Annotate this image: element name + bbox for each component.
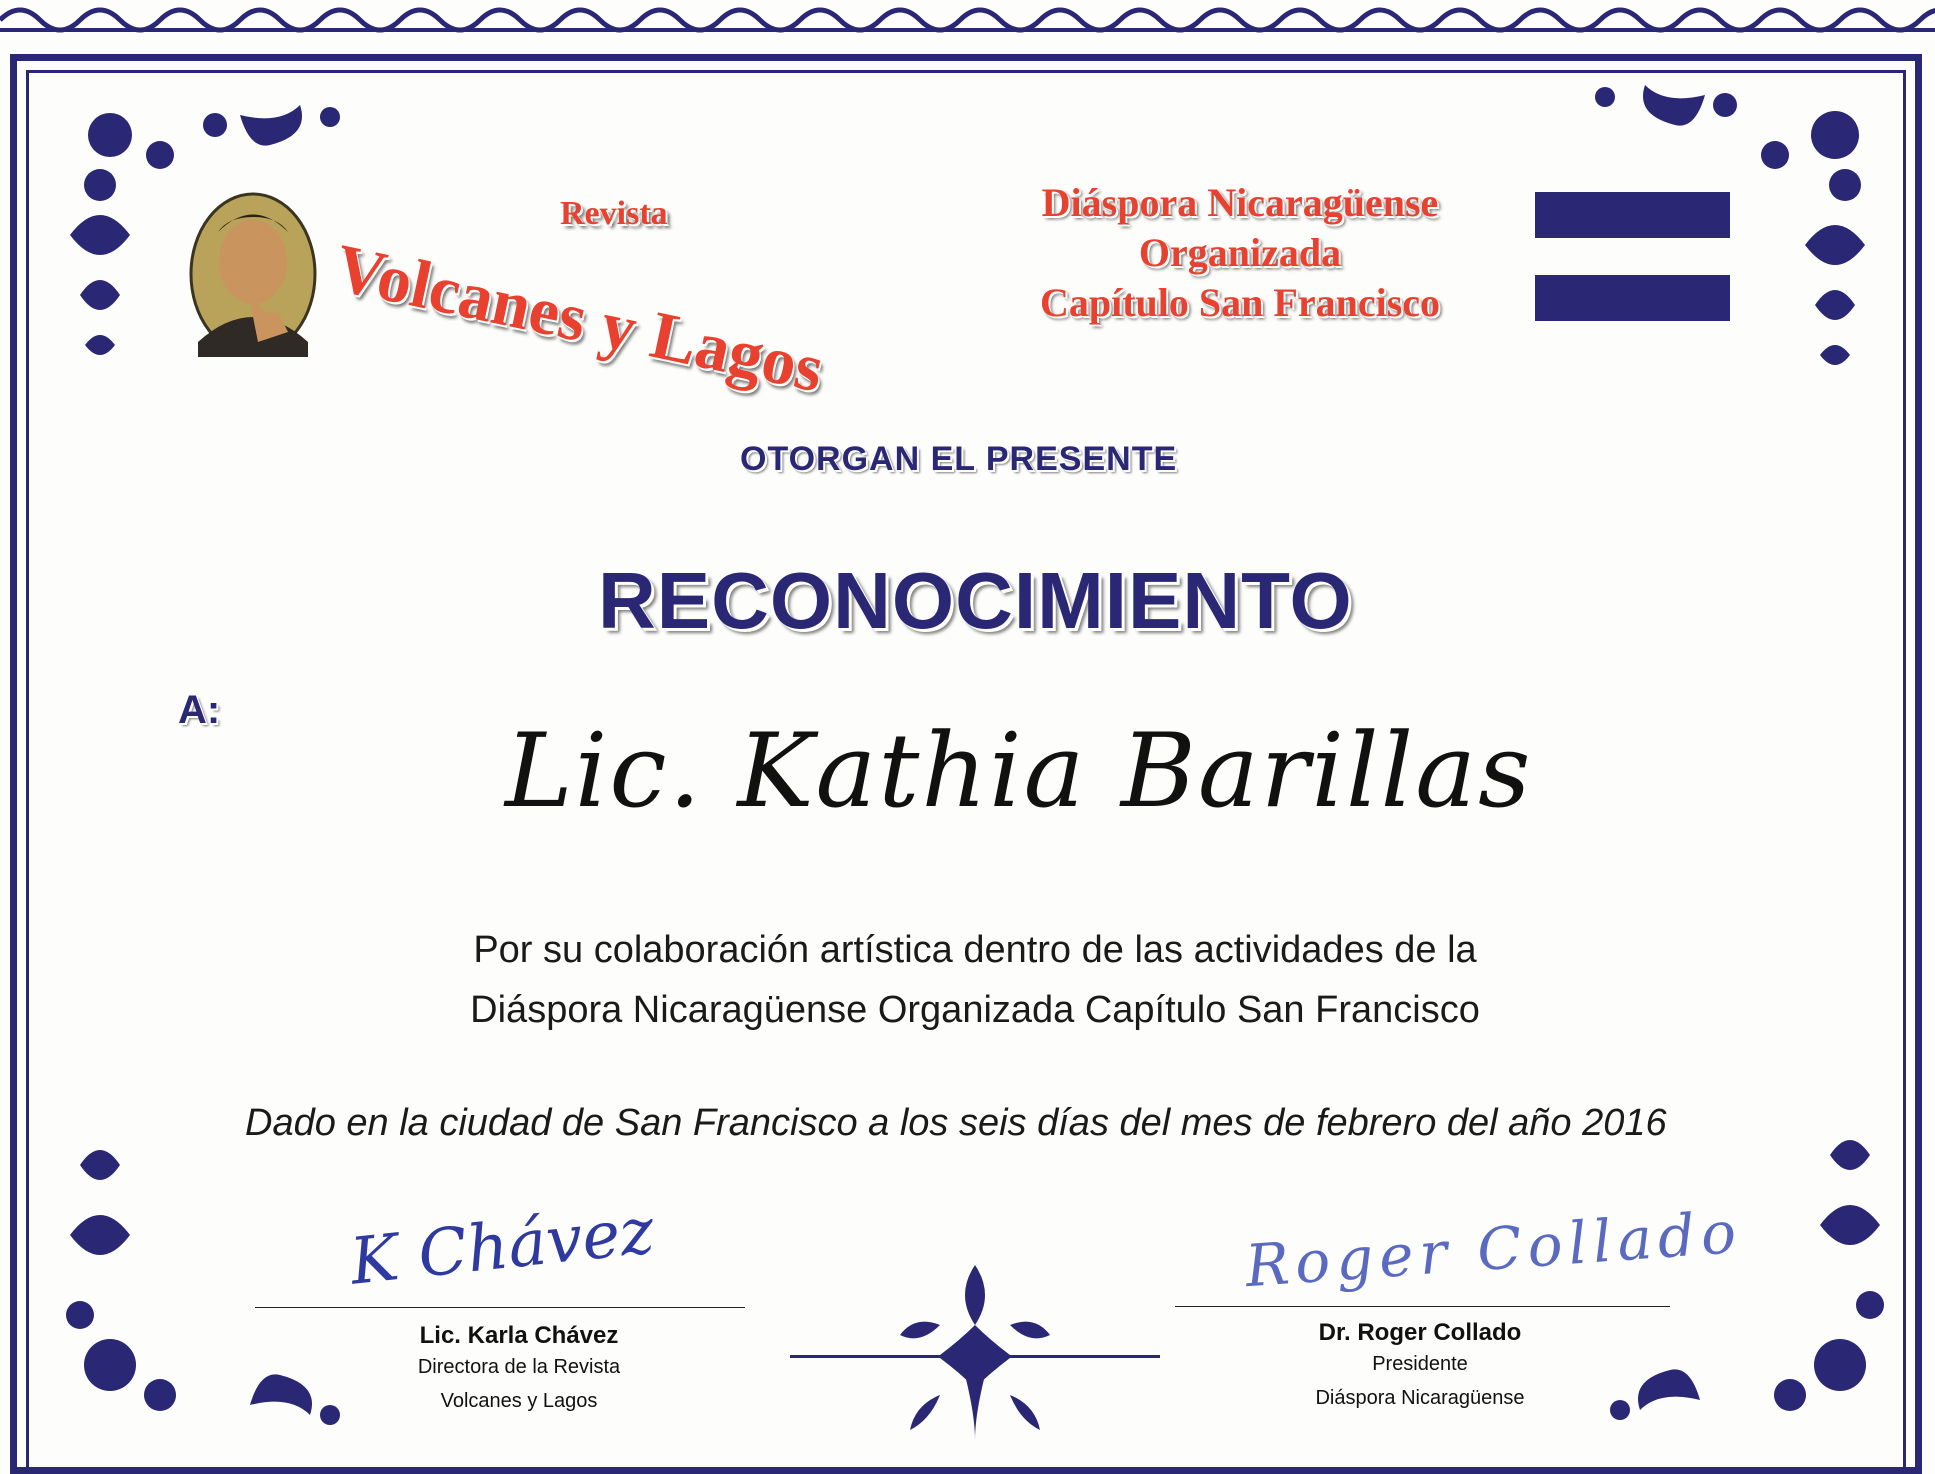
- signer-right-block: [1175, 1319, 1665, 1415]
- signature-roger-collado: Roger Collado: [1243, 1197, 1745, 1301]
- revista-label: Revista: [560, 195, 668, 232]
- signer-left-role-2: Volcanes y Lagos: [440, 1390, 598, 1412]
- portrait-image: [188, 192, 318, 357]
- diaspora-line-1: Diáspora Nicaragüense: [1041, 180, 1439, 225]
- reason-text: [340, 920, 1610, 1040]
- signature-karla-chavez: K Chávez: [346, 1194, 658, 1300]
- flag-stripe-bottom: [1535, 275, 1730, 321]
- bottom-center-fleur-ornament: [790, 1265, 1160, 1440]
- magazine-logo-text: Volcanes y Lagos: [328, 228, 831, 407]
- diaspora-logo-text: [965, 178, 1515, 328]
- reason-line-2: Diáspora Nicaragüense Organizada Capítulo San Francisco: [470, 989, 1480, 1031]
- flag-stripe-top: [1535, 192, 1730, 238]
- otorgan-heading: OTORGAN EL PRESENTE: [740, 440, 1178, 478]
- recipient-name: Lic. Kathia Barillas: [505, 712, 1533, 831]
- signer-left-block: [255, 1322, 783, 1418]
- signer-left-role-1: Directora de la Revista: [417, 1356, 621, 1378]
- signer-right-role-1: Presidente: [1372, 1353, 1468, 1375]
- signer-left-name: Lic. Karla Chávez: [419, 1322, 619, 1349]
- recipient-prefix-label: A:: [178, 688, 221, 732]
- signature-line-right: [1175, 1306, 1670, 1307]
- certificate-title: RECONOCIMIENTO: [598, 556, 1353, 645]
- top-ornament-band: [0, 0, 1935, 40]
- reason-line-1: Por su colaboración artística dentro de las actividades de la: [473, 929, 1477, 971]
- signature-line-left: [255, 1307, 745, 1308]
- diaspora-line-3: Capítulo San Francisco: [1039, 280, 1441, 325]
- given-date-text: Dado en la ciudad de San Francisco a los seis días del mes de febrero del año 2016: [245, 1102, 1667, 1144]
- diaspora-line-2: Organizada: [1138, 230, 1342, 275]
- signer-right-role-2: Diáspora Nicaragüense: [1315, 1387, 1525, 1409]
- signer-right-name: Dr. Roger Collado: [1318, 1319, 1522, 1346]
